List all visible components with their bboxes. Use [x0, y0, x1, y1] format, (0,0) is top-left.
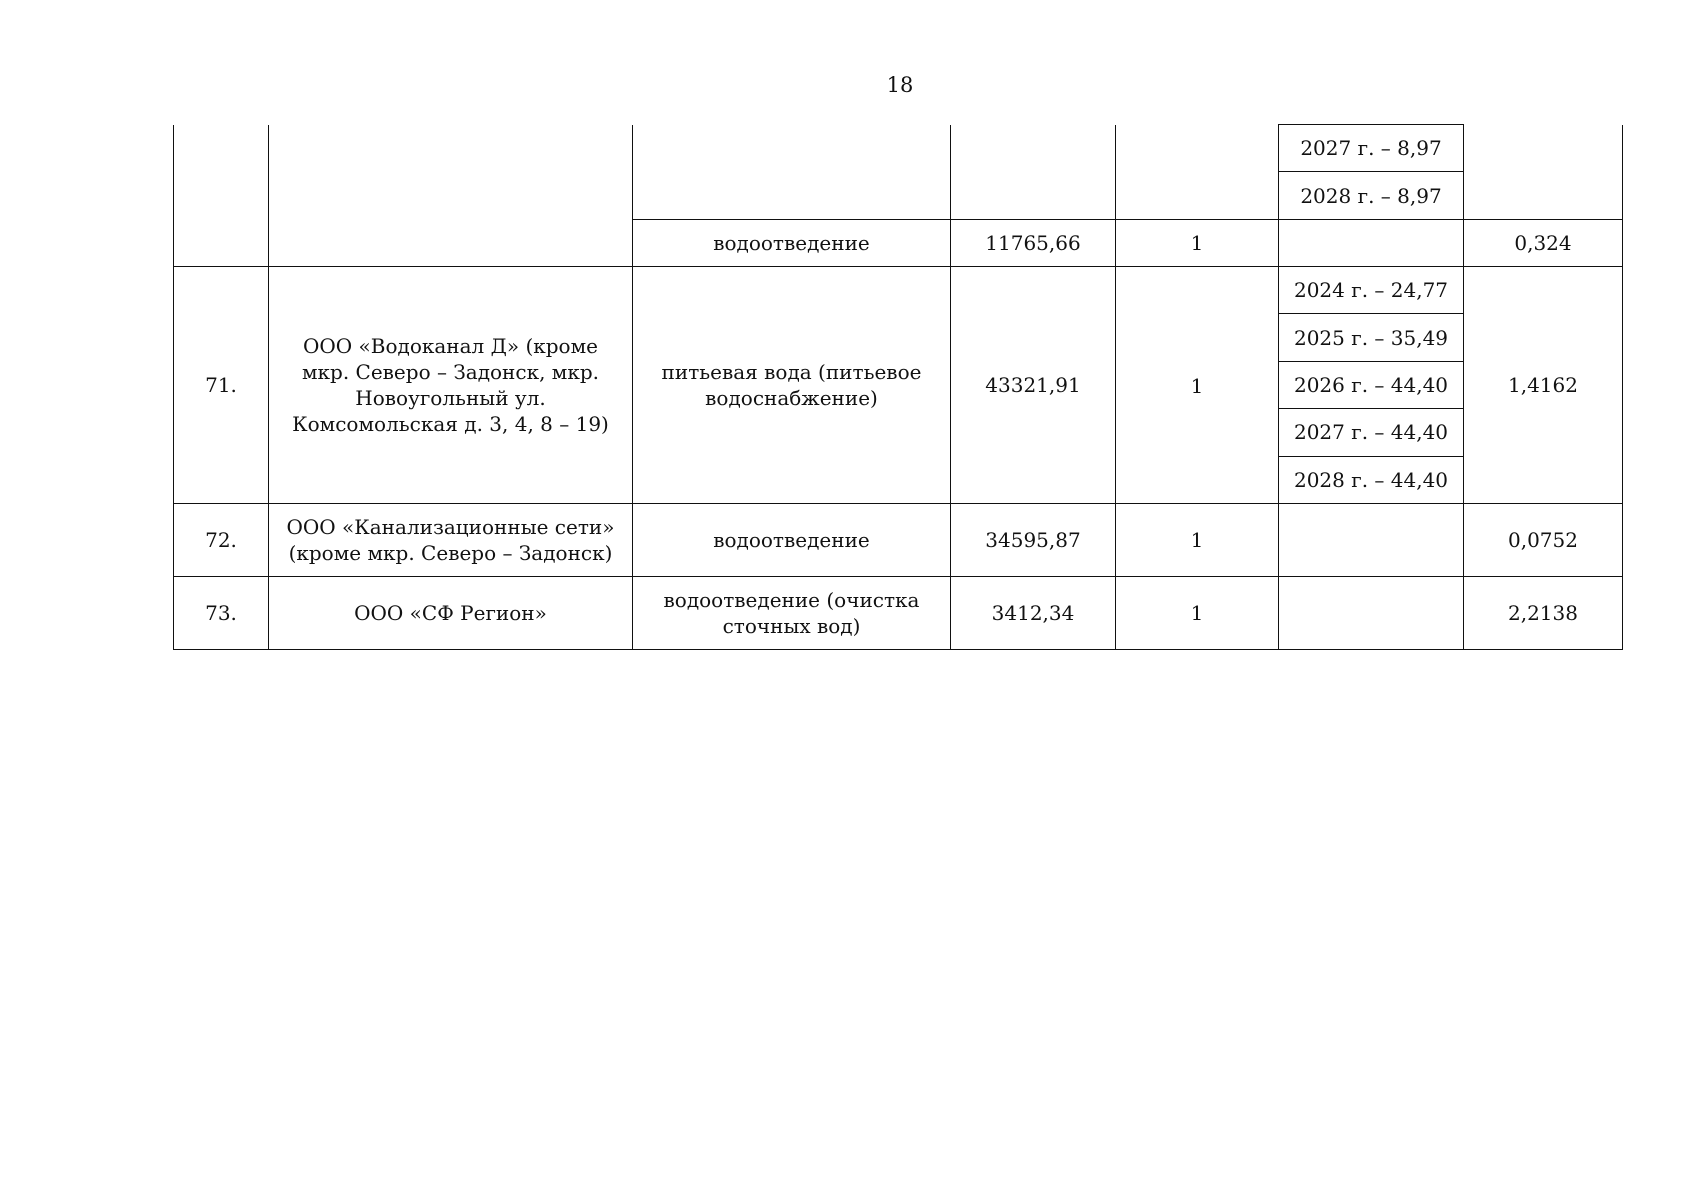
cell-service: питьевая вода (питьевое водоснабжение)	[633, 267, 951, 504]
cell-value: 2,2138	[1464, 576, 1623, 649]
cell-year-value	[1279, 503, 1464, 576]
page-number: 18	[886, 73, 914, 97]
table-row	[174, 267, 1623, 314]
tariff-table	[173, 124, 1623, 650]
cell-volume: 3412,34	[951, 576, 1116, 649]
cell-volume: 11765,66	[951, 220, 1116, 267]
cell-year-value	[1279, 576, 1464, 649]
cell-number	[174, 125, 269, 267]
cell-number: 72.	[174, 503, 269, 576]
cell-count: 1	[1116, 220, 1279, 267]
cell-year-value: 2025 г. – 35,49	[1279, 314, 1464, 361]
cell-volume: 34595,87	[951, 503, 1116, 576]
cell-count	[1116, 125, 1279, 220]
cell-service: водоотведение (очистка сточных вод)	[633, 576, 951, 649]
cell-year-value: 2028 г. – 8,97	[1279, 172, 1464, 220]
cell-count: 1	[1116, 576, 1279, 649]
cell-value: 0,0752	[1464, 503, 1623, 576]
cell-year-value: 2027 г. – 44,40	[1279, 409, 1464, 456]
cell-service: водоотведение	[633, 503, 951, 576]
table-row	[174, 503, 1623, 576]
cell-count: 1	[1116, 267, 1279, 504]
cell-value: 0,324	[1464, 220, 1623, 267]
cell-year-value: 2027 г. – 8,97	[1279, 125, 1464, 172]
cell-count: 1	[1116, 503, 1279, 576]
cell-org	[269, 125, 633, 267]
table-row	[174, 125, 1623, 172]
cell-org: ООО «Канализационные сети» (кроме мкр. Северо – Задонск)	[269, 503, 633, 576]
cell-number: 73.	[174, 576, 269, 649]
cell-year-value: 2028 г. – 44,40	[1279, 456, 1464, 503]
cell-service: водоотведение	[633, 220, 951, 267]
cell-org: ООО «СФ Регион»	[269, 576, 633, 649]
cell-number: 71.	[174, 267, 269, 504]
cell-value	[1464, 125, 1623, 220]
cell-org: ООО «Водоканал Д» (кроме мкр. Северо – Задонск, мкр. Новоугольный ул. Комсомольская д. 3, 4, 8 – 19)	[269, 267, 633, 504]
cell-value: 1,4162	[1464, 267, 1623, 504]
table-row	[174, 576, 1623, 649]
cell-service	[633, 125, 951, 220]
cell-year-value	[1279, 220, 1464, 267]
cell-volume	[951, 125, 1116, 220]
cell-year-value: 2024 г. – 24,77	[1279, 267, 1464, 314]
cell-volume: 43321,91	[951, 267, 1116, 504]
cell-year-value: 2026 г. – 44,40	[1279, 361, 1464, 408]
